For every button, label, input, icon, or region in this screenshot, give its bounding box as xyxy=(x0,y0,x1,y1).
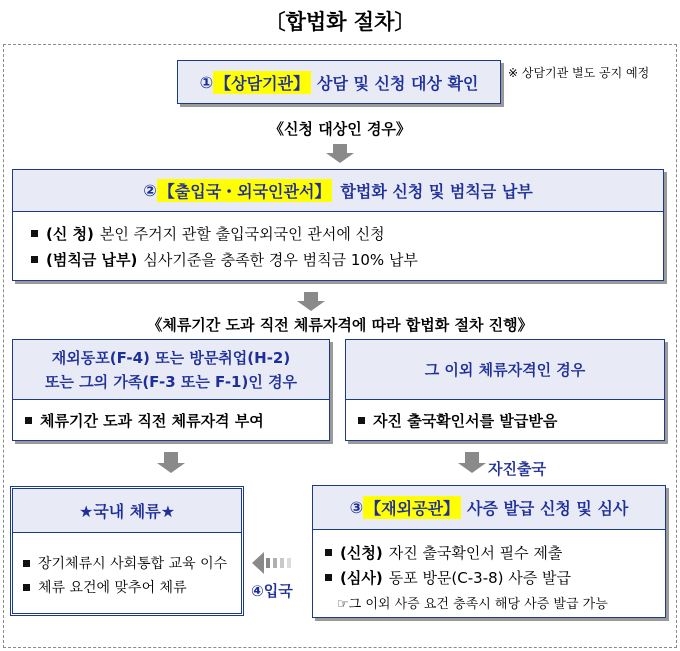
diaspora-header-line: 또는 그의 가족(F-3 또는 F-1)인 경우 xyxy=(44,372,298,391)
domestic-stay-item-text: 체류 요건에 맞추어 체류 xyxy=(38,580,187,596)
step2-item-text: 본인 주거지 관할 출입국외국인 관서에 신청 xyxy=(99,224,385,243)
step1-header xyxy=(178,61,500,103)
bullet-square-icon xyxy=(31,256,38,263)
arrow-down-icon xyxy=(297,292,325,311)
self-departure-label: 자진출국 xyxy=(488,460,546,478)
bullet-square-icon xyxy=(325,574,332,581)
bullet-square-icon xyxy=(25,417,32,424)
other-status-item xyxy=(346,400,664,440)
step3-item xyxy=(325,565,665,590)
bullet-square-icon xyxy=(23,584,30,591)
domestic-stay-header xyxy=(13,489,241,533)
entry-label: ④입국 xyxy=(251,582,293,600)
step2-item-label: (범칙금 납부) xyxy=(46,250,138,269)
notice-note: ※ 상담기관 별도 공지 예정 xyxy=(508,66,650,80)
diaspora-header xyxy=(13,340,329,400)
arrow-down-icon xyxy=(157,452,185,473)
other-status-box xyxy=(345,339,665,441)
step3-item-label: (심사) xyxy=(340,569,383,587)
other-status-header-text: 그 이외 체류자격인 경우 xyxy=(424,361,586,379)
arrow-down-icon xyxy=(458,452,486,473)
step2-item xyxy=(31,220,663,246)
domestic-stay-box xyxy=(10,486,244,616)
step3-item xyxy=(325,540,665,565)
step2-item-text: 심사기준을 충족한 경우 범칙금 10% 납부 xyxy=(143,250,418,269)
step3-number: ③ xyxy=(349,498,364,517)
bullet-square-icon xyxy=(23,560,30,567)
arrow-down-icon xyxy=(326,144,354,163)
domestic-stay-item xyxy=(23,575,241,599)
step1-number: ① xyxy=(199,72,214,92)
step1-tag: 【상담기관】 xyxy=(213,71,311,94)
step1-text: 상담 및 신청 대상 확인 xyxy=(316,73,479,93)
step2-header xyxy=(13,170,663,212)
step2-item xyxy=(31,246,663,272)
diaspora-item xyxy=(13,400,329,440)
diaspora-header-line: 재외동포(F-4) 또는 방문취업(H-2) xyxy=(51,348,291,367)
bullet-square-icon xyxy=(358,417,365,424)
domestic-stay-item-text: 장기체류시 사회통합 교육 이수 xyxy=(38,556,228,572)
step3-subnote: ☞그 이외 사증 요건 충족시 해당 사증 발급 가능 xyxy=(337,596,608,612)
step3-header xyxy=(313,486,665,530)
arrow-left-icon xyxy=(252,552,298,574)
other-status-header xyxy=(346,340,664,400)
step1-box xyxy=(177,60,501,104)
step3-box xyxy=(312,485,666,618)
step2-tag: 【출입국・외국인관서】 xyxy=(157,179,333,202)
other-status-item-text: 자진 출국확인서를 발급받음 xyxy=(373,411,558,430)
step2-item-label: (신 청) xyxy=(46,224,94,243)
diaspora-item-text: 체류기간 도과 직전 체류자격 부여 xyxy=(40,411,264,430)
step3-text: 사증 발급 신청 및 심사 xyxy=(466,499,629,518)
step3-tag: 【재외공관】 xyxy=(363,496,461,519)
step3-item-text: 자진 출국확인서 필수 제출 xyxy=(388,544,563,562)
step2-number: ② xyxy=(143,181,157,200)
step2-text: 합법화 신청 및 범칙금 납부 xyxy=(340,182,533,201)
domestic-stay-item xyxy=(23,551,241,575)
page-title: 〔합법화 절차〕 xyxy=(264,9,416,34)
bullet-square-icon xyxy=(31,230,38,237)
step2-box xyxy=(12,169,664,281)
caption-eligible: 《신청 대상인 경우》 xyxy=(269,120,411,138)
diaspora-box xyxy=(12,339,330,441)
caption-proceed: 《체류기간 도과 직전 체류자격에 따라 합법화 절차 진행》 xyxy=(147,316,533,334)
domestic-stay-header-text: ★국내 체류★ xyxy=(78,502,176,521)
step3-item-label: (신청) xyxy=(340,544,383,562)
step3-item-text: 동포 방문(C-3-8) 사증 발급 xyxy=(388,569,572,587)
bullet-square-icon xyxy=(325,549,332,556)
